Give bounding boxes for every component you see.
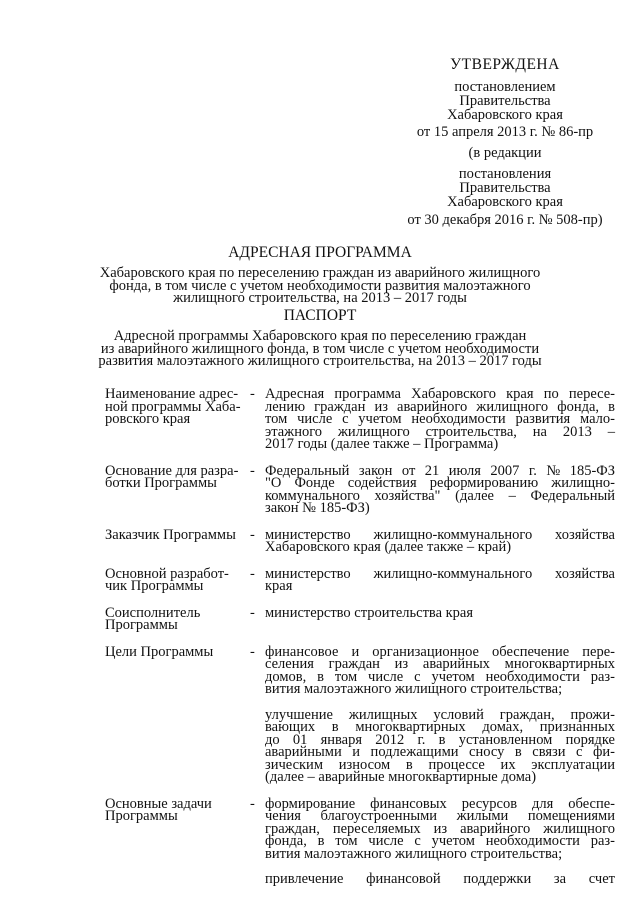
passport-value-line: вития малоэтажного жилищного строительства; — [265, 845, 563, 862]
passport-row-dash: - — [250, 462, 255, 479]
passport-value-line: Хабаровского края (далее также – край) — [265, 539, 512, 555]
passport-row-dash: - — [250, 386, 255, 402]
passport-label-line: Соисполнитель — [105, 604, 201, 621]
program-subtitle-line: фонда, в том числе с учетом необходимости развития малоэтажного — [109, 277, 531, 294]
passport-row — [105, 643, 615, 785]
passport-row-value — [265, 462, 615, 516]
passport-label-line: Программы — [105, 808, 178, 824]
passport-label-line: Цели Программы — [105, 643, 214, 660]
approval-date: от 15 апреля 2013 г. № 86-пр — [416, 124, 594, 140]
passport-paragraph — [265, 643, 615, 697]
passport-value-line: лению граждан из аварийного жилищного фонда, в — [265, 398, 615, 415]
passport-label-line: Программы — [105, 617, 178, 633]
approval-stamp — [380, 58, 630, 227]
approval-date: от 30 декабря 2016 г. № 508-пр) — [407, 212, 603, 228]
passport-row-dash: - — [250, 526, 255, 543]
passport-row — [105, 604, 615, 633]
passport-row-dash: - — [250, 604, 255, 621]
passport-value-line: коммунального хозяйства" (далее – Федеральный — [265, 487, 615, 504]
passport-value-line: "О Фонде содействия реформированию жилищно- — [265, 475, 615, 491]
passport-paragraph — [265, 565, 615, 594]
passport-value-line: 2017 годы (далее также – Программа) — [265, 436, 499, 452]
passport-value-line: финансовое и организационное обеспечение пере- — [265, 643, 615, 660]
passport-label-line: Основной разработ- — [105, 565, 229, 582]
passport-value-line: (далее – аварийные многоквартирные дома) — [265, 769, 537, 785]
passport-subtitle-line: из аварийного жилищного фонда, в том числе с учетом необходимости — [100, 340, 540, 357]
passport-row — [105, 795, 615, 887]
passport-value-line: до 01 января 2012 г. в установленном порядке — [265, 731, 615, 748]
passport-subtitle — [90, 330, 550, 368]
passport-row — [105, 526, 615, 555]
passport-label-line: Заказчик Программы — [105, 526, 236, 543]
passport-value-line: министерство жилищно-коммунального хозяйства — [265, 565, 615, 582]
passport-value-line: фонда, в том числе с учетом необходимости раз- — [265, 833, 615, 849]
approval-line: Хабаровского края — [447, 107, 563, 123]
passport-row-value — [265, 643, 615, 785]
passport-row-label — [105, 565, 250, 594]
passport-value-line: Адресная программа Хабаровского края по пересе- — [265, 386, 615, 402]
program-subtitle-line: Хабаровского края по переселению граждан из аварийного жилищного — [99, 265, 541, 281]
approval-line: Правительства — [459, 180, 551, 196]
passport-row — [105, 388, 615, 451]
passport-table — [105, 388, 615, 900]
passport-value-line: этажного жилищного строительства, на 2013 – — [265, 423, 615, 440]
program-title: АДРЕСНАЯ ПРОГРАММА — [228, 244, 412, 261]
passport-value-line: министерство жилищно-коммунального хозяйства — [265, 526, 615, 543]
passport-row-value — [265, 795, 615, 887]
passport-value-line: привлечение финансовой поддержки за счет — [265, 871, 615, 887]
approval-line: Хабаровского края — [447, 194, 563, 210]
approval-line: (в редакции — [468, 145, 542, 161]
passport-row-label — [105, 388, 250, 451]
passport-value-line: края — [265, 578, 293, 594]
passport-paragraph — [265, 706, 615, 785]
passport-label-line: Наименование адрес- — [105, 386, 239, 402]
passport-row-value — [265, 388, 615, 451]
approval-title: УТВЕРЖДЕНА — [450, 56, 560, 73]
passport-paragraph — [265, 795, 615, 862]
passport-value-line: закон № 185-ФЗ) — [265, 500, 370, 516]
passport-row-value — [265, 526, 615, 555]
passport-label-line: Основные задачи — [105, 795, 212, 812]
passport-row-label — [105, 604, 250, 633]
approval-line: постановлением — [454, 79, 556, 95]
passport-value-line: аварийными и подлежащими сносу в связи с фи- — [265, 744, 615, 760]
passport-paragraph — [265, 604, 615, 621]
passport-label-line: чик Программы — [105, 578, 204, 594]
passport-row — [105, 462, 615, 516]
passport-value-line: граждан, переселяемых из аварийного жилищного — [265, 820, 615, 837]
passport-paragraph — [265, 388, 615, 451]
passport-title: ПАСПОРТ — [283, 307, 357, 324]
passport-label-line: ровского края — [105, 411, 191, 427]
passport-row-dash: - — [250, 565, 255, 582]
passport-paragraph — [265, 462, 615, 516]
passport-value-line: вающих в многоквартирных домах, признанных — [265, 719, 615, 735]
passport-label-line: ной программы Хаба- — [105, 398, 241, 415]
program-subtitle-line: жилищного строительства, на 2013 – 2017 годы — [173, 290, 467, 306]
passport-row-value — [265, 565, 615, 594]
passport-value-line: том числе с учетом необходимости развития мало- — [265, 411, 615, 427]
passport-label-line: Основание для разра- — [105, 462, 239, 479]
passport-value-line: министерство строительства края — [265, 604, 474, 621]
passport-row-value — [265, 604, 615, 632]
passport-value-line: зическим износом в процессе их эксплуатации — [265, 756, 615, 773]
passport-paragraph — [265, 526, 615, 555]
passport-value-line: улучшение жилищных условий граждан, прожи- — [265, 706, 615, 723]
passport-value-line: формирование финансовых ресурсов для обеспе- — [265, 795, 615, 812]
passport-row-dash: - — [250, 795, 255, 812]
passport-row-label — [105, 795, 250, 886]
passport-value-line: домов, в том числе с учетом необходимости раз- — [265, 668, 615, 685]
passport-label-line: ботки Программы — [105, 475, 217, 491]
passport-row-label — [105, 526, 250, 554]
passport-value-line: селения граждан из аварийных многоквартирных — [265, 656, 615, 672]
passport-row-dash: - — [250, 643, 255, 660]
passport-row-label — [105, 462, 250, 515]
program-subtitle — [90, 267, 550, 305]
approval-line: постановления — [458, 166, 552, 182]
approval-line: Правительства — [459, 93, 551, 109]
passport-subtitle-line: развития малоэтажного жилищного строительства, на 2013 – 2017 годы — [98, 353, 542, 369]
passport-value-line: вития малоэтажного жилищного строительства; — [265, 681, 563, 697]
passport-value-line: Федеральный закон от 21 июля 2007 г. № 185-ФЗ — [265, 462, 615, 479]
passport-row-label — [105, 643, 250, 784]
passport-paragraph — [265, 873, 615, 886]
passport-value-line: чения благоустроенными жилыми помещениями — [265, 808, 615, 824]
passport-subtitle-line: Адресной программы Хабаровского края по переселению граждан — [113, 328, 527, 344]
passport-row — [105, 565, 615, 594]
